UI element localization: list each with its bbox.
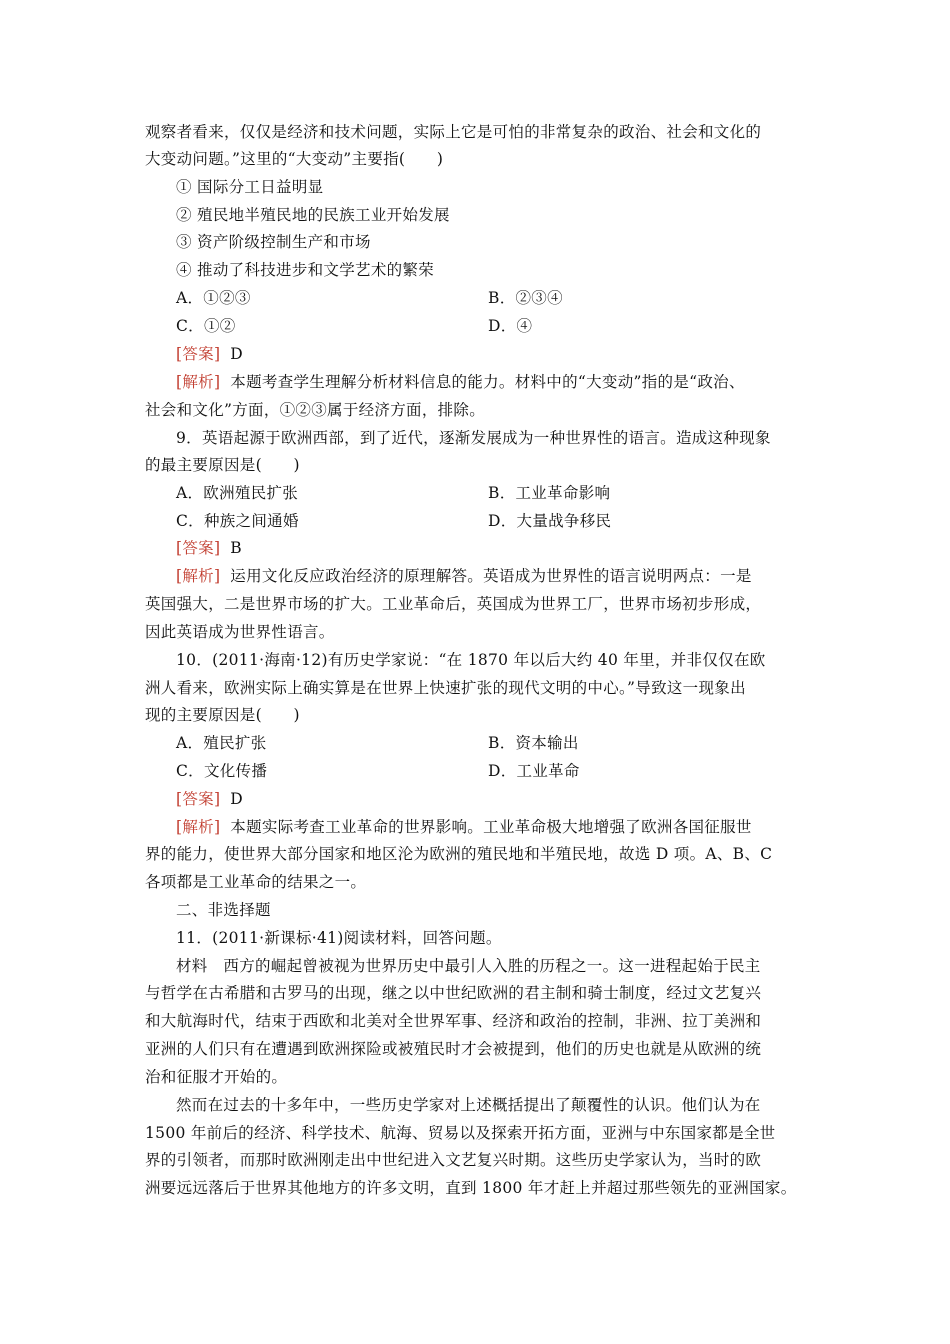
analysis-text: 运用文化反应政治经济的原理解答。英语成为世界性的语言说明两点：一是 xyxy=(230,567,752,585)
analysis-tag: [解析] xyxy=(176,818,221,836)
q11-stem: 11．(2011·新课标·41)阅读材料，回答问题。 xyxy=(176,929,502,947)
q8-item-1: ① 国际分工日益明显 xyxy=(176,178,324,196)
analysis-text: 本题实际考查工业革命的世界影响。工业革命极大地增强了欧洲各国征服世 xyxy=(230,818,752,836)
q8-stem-line-1: 观察者看来，仅仅是经济和技术问题，实际上它是可怕的非常复杂的政治、社会和文化的 xyxy=(145,123,762,141)
q10-stem-line-1: 10．(2011·海南·12)有历史学家说：“在 1870 年以后大约 40 年里，并非仅仅在欧 xyxy=(176,651,766,669)
answer-value: D xyxy=(230,345,244,363)
material-para2-line-4: 洲要远远落后于世界其他地方的许多文明，直到 1800 年才赶上并超过那些领先的亚洲国家。 xyxy=(145,1179,797,1197)
section-heading: 二、非选择题 xyxy=(176,901,271,919)
q9-option-c: C．种族之间通婚 xyxy=(176,512,299,530)
q10-option-b: B．资本输出 xyxy=(488,734,579,752)
q8-option-a: A．①②③ xyxy=(176,289,251,307)
answer-value: B xyxy=(230,539,242,557)
q9-analysis-line-1 xyxy=(176,566,752,586)
q8-item-2: ② 殖民地半殖民地的民族工业开始发展 xyxy=(176,206,450,224)
q9-option-b: B．工业革命影响 xyxy=(488,484,611,502)
q9-option-a: A．欧洲殖民扩张 xyxy=(176,484,299,502)
material-para1-line-3: 和大航海时代，结束于西欧和北美对全世界军事、经济和政治的控制，非洲、拉丁美洲和 xyxy=(145,1012,762,1030)
analysis-text: 本题考查学生理解分析材料信息的能力。材料中的“大变动”指的是“政治、 xyxy=(230,373,745,391)
material-para1-line-4: 亚洲的人们只有在遭遇到欧洲探险或被殖民时才会被提到，他们的历史也就是从欧洲的统 xyxy=(145,1040,762,1058)
q8-option-b: B．②③④ xyxy=(488,289,563,307)
q9-stem-line-2: 的最主要原因是( ) xyxy=(145,456,300,474)
material-para1-line-1: 材料 西方的崛起曾被视为世界历史中最引人入胜的历程之一。这一进程起始于民主 xyxy=(176,957,761,975)
q8-option-c: C．①② xyxy=(176,317,236,335)
q10-analysis-line-3: 各项都是工业革命的结果之一。 xyxy=(145,873,367,891)
analysis-tag: [解析] xyxy=(176,567,221,585)
answer-tag: [答案] xyxy=(176,790,221,808)
answer-tag: [答案] xyxy=(176,539,221,557)
q10-option-d: D．工业革命 xyxy=(488,762,580,780)
material-para1-line-2: 与哲学在古希腊和古罗马的出现，继之以中世纪欧洲的君主制和骑士制度，经过文艺复兴 xyxy=(145,984,762,1002)
q10-option-c: C．文化传播 xyxy=(176,762,268,780)
answer-value: D xyxy=(230,790,244,808)
material-para1-line-5: 治和征服才开始的。 xyxy=(145,1068,288,1086)
q10-stem-line-3: 现的主要原因是( ) xyxy=(145,706,300,724)
q8-analysis-line-1 xyxy=(176,372,745,392)
q8-answer xyxy=(176,344,243,364)
q10-analysis-line-1 xyxy=(176,817,752,837)
material-para2-line-2: 1500 年前后的经济、科学技术、航海、贸易以及探索开拓方面，亚洲与中东国家都是全世 xyxy=(145,1124,776,1142)
material-para2-line-3: 界的引领者，而那时欧洲刚走出中世纪进入文艺复兴时期。这些历史学家认为，当时的欧 xyxy=(145,1151,762,1169)
q9-option-d: D．大量战争移民 xyxy=(488,512,612,530)
q8-option-d: D．④ xyxy=(488,317,533,335)
analysis-tag: [解析] xyxy=(176,373,221,391)
q10-option-a: A．殖民扩张 xyxy=(176,734,267,752)
q9-analysis-line-3: 因此英语成为世界性语言。 xyxy=(145,623,335,641)
q9-stem-line-1: 9．英语起源于欧洲西部，到了近代，逐渐发展成为一种世界性的语言。造成这种现象 xyxy=(176,429,771,447)
q10-analysis-line-2: 界的能力，使世界大部分国家和地区沦为欧洲的殖民地和半殖民地，故选 D 项。A、B、C xyxy=(145,845,773,863)
material-para2-line-1: 然而在过去的十多年中，一些历史学家对上述概括提出了颠覆性的认识。他们认为在 xyxy=(176,1096,761,1114)
q8-stem-line-2: 大变动问题。”这里的“大变动”主要指( ) xyxy=(145,150,444,168)
q10-answer xyxy=(176,789,243,809)
q8-item-3: ③ 资产阶级控制生产和市场 xyxy=(176,233,371,251)
q10-stem-line-2: 洲人看来，欧洲实际上确实算是在世界上快速扩张的现代文明的中心。”导致这一现象出 xyxy=(145,679,746,697)
answer-tag: [答案] xyxy=(176,345,221,363)
q9-answer xyxy=(176,538,242,558)
q8-analysis-line-2: 社会和文化”方面，①②③属于经济方面，排除。 xyxy=(145,401,486,419)
q8-item-4: ④ 推动了科技进步和文学艺术的繁荣 xyxy=(176,261,435,279)
q9-analysis-line-2: 英国强大，二是世界市场的扩大。工业革命后，英国成为世界工厂，世界市场初步形成， xyxy=(145,595,762,613)
